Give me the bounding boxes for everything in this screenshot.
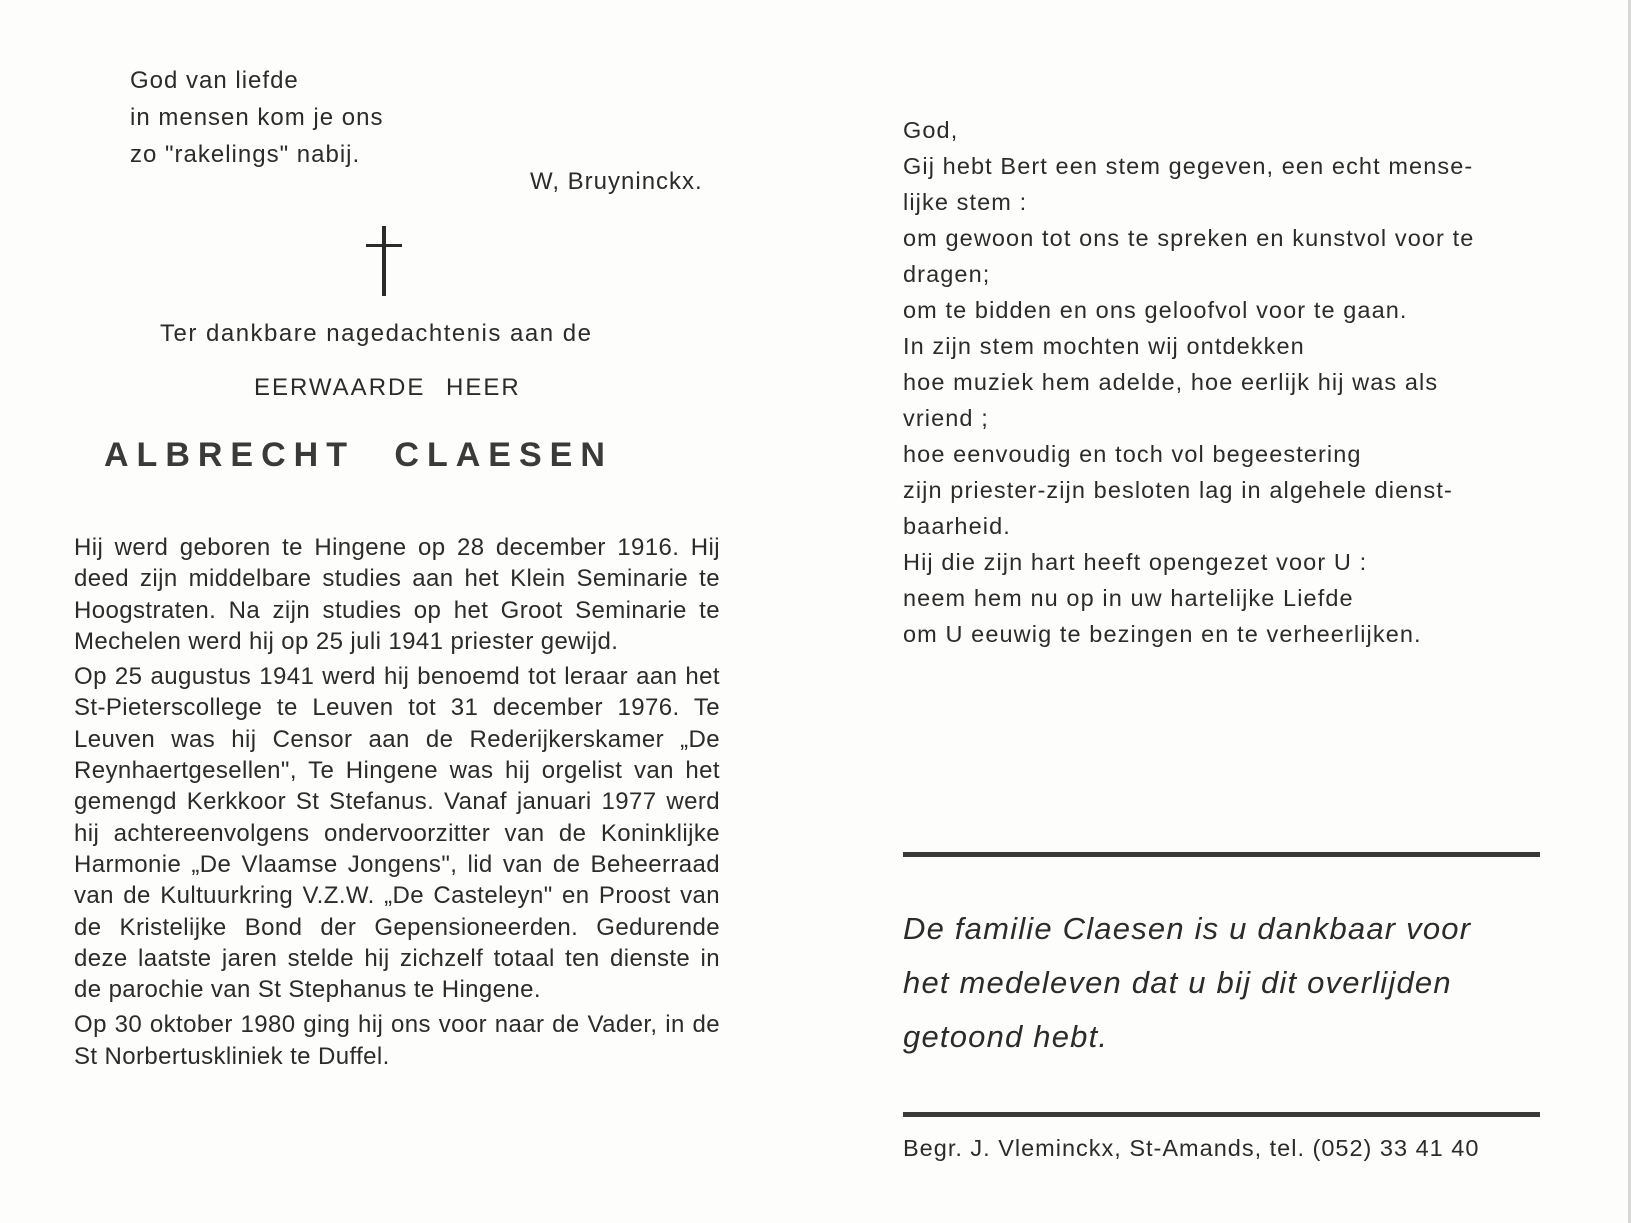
divider-bottom bbox=[903, 1112, 1540, 1117]
family-thanks bbox=[903, 902, 1543, 1064]
prayer-line: God, bbox=[903, 117, 959, 143]
memory-line: Ter dankbare nagedachtenis aan de bbox=[160, 320, 593, 347]
motto bbox=[130, 62, 383, 173]
prayer-line: In zijn stem mochten wij ontdekken bbox=[903, 333, 1305, 359]
prayer-line: dragen; bbox=[903, 261, 991, 287]
cross-icon bbox=[366, 226, 402, 296]
motto-line: zo "rakelings" nabij. bbox=[130, 141, 361, 168]
prayer-line: baarheid. bbox=[903, 513, 1011, 539]
prayer-line: hoe muziek hem adelde, hoe eerlijk hij was als bbox=[903, 369, 1439, 395]
bio-paragraph: Op 30 oktober 1980 ging hij ons voor naar de Vader, in de St Norbertuskliniek te Duffel. bbox=[74, 1011, 720, 1070]
motto-line: in mensen kom je ons bbox=[130, 104, 384, 131]
prayer-line: hoe eenvoudig en toch vol begeestering bbox=[903, 441, 1362, 467]
thanks-line: getoond hebt. bbox=[903, 1019, 1109, 1054]
biography bbox=[74, 532, 720, 1076]
prayer-line: neem hem nu op in uw hartelijke Liefde bbox=[903, 585, 1354, 611]
deceased-name: ALBRECHT CLAESEN bbox=[104, 436, 613, 474]
prayer-line: zijn priester-zijn besloten lag in algehele dienst- bbox=[903, 477, 1453, 503]
right-panel bbox=[903, 112, 1543, 652]
bio-paragraph: Op 25 augustus 1941 werd hij benoemd tot leraar aan het St-Pieterscollege te Leuven tot 31 december 1976. Te Leuven was hij Censor aan de Rederijkerskamer „De Reynhaertgesellen", Te Hingene was hij orgelist van het gemengd Kerkkoor St Stefanus. Vanaf januari 1977 werd hij achtereenvolgens ondervoorzitter van de Koninklijke Harmonie „De Vlaamse Jongens", lid van de Beheerraad van de Kultuurkring V.Z.W. „De Casteleyn" en Proost van de Kristelijke Bond der Gepensioneerden. Gedurende deze laatste jaren stelde hij zichzelf totaal ten dienste in de parochie van St Stephanus te Hingene. bbox=[74, 663, 720, 1004]
undertaker-line: Begr. J. Vleminckx, St-Amands, tel. (052) 33 41 40 bbox=[903, 1135, 1480, 1161]
thanks-line: het medeleven dat u bij dit overlijden bbox=[903, 965, 1452, 1000]
divider-top bbox=[903, 852, 1540, 857]
prayer-line: om gewoon tot ons te spreken en kunstvol voor te bbox=[903, 225, 1475, 251]
prayer-line: om te bidden en ons geloofvol voor te gaan. bbox=[903, 297, 1408, 323]
motto-line: God van liefde bbox=[130, 67, 299, 94]
prayer bbox=[903, 112, 1543, 652]
prayer-line: vriend ; bbox=[903, 405, 989, 431]
thanks-line: De familie Claesen is u dankbaar voor bbox=[903, 911, 1472, 946]
bio-paragraph: Hij werd geboren te Hingene op 28 december 1916. Hij deed zijn middelbare studies aan het Klein Seminarie te Hoogstraten. Na zijn studies op het Groot Seminarie te Mechelen werd hij op 25 juli 1941 priester gewijd. bbox=[74, 534, 720, 655]
prayer-line: om U eeuwig te bezingen en te verheerlijken. bbox=[903, 621, 1422, 647]
prayer-line: lijke stem : bbox=[903, 189, 1028, 215]
prayer-line: Gij hebt Bert een stem gegeven, een echt mense- bbox=[903, 153, 1474, 179]
motto-author: W, Bruyninckx. bbox=[530, 168, 703, 195]
honorific: EERWAARDE HEER bbox=[254, 374, 521, 401]
prayer-line: Hij die zijn hart heeft opengezet voor U : bbox=[903, 549, 1368, 575]
